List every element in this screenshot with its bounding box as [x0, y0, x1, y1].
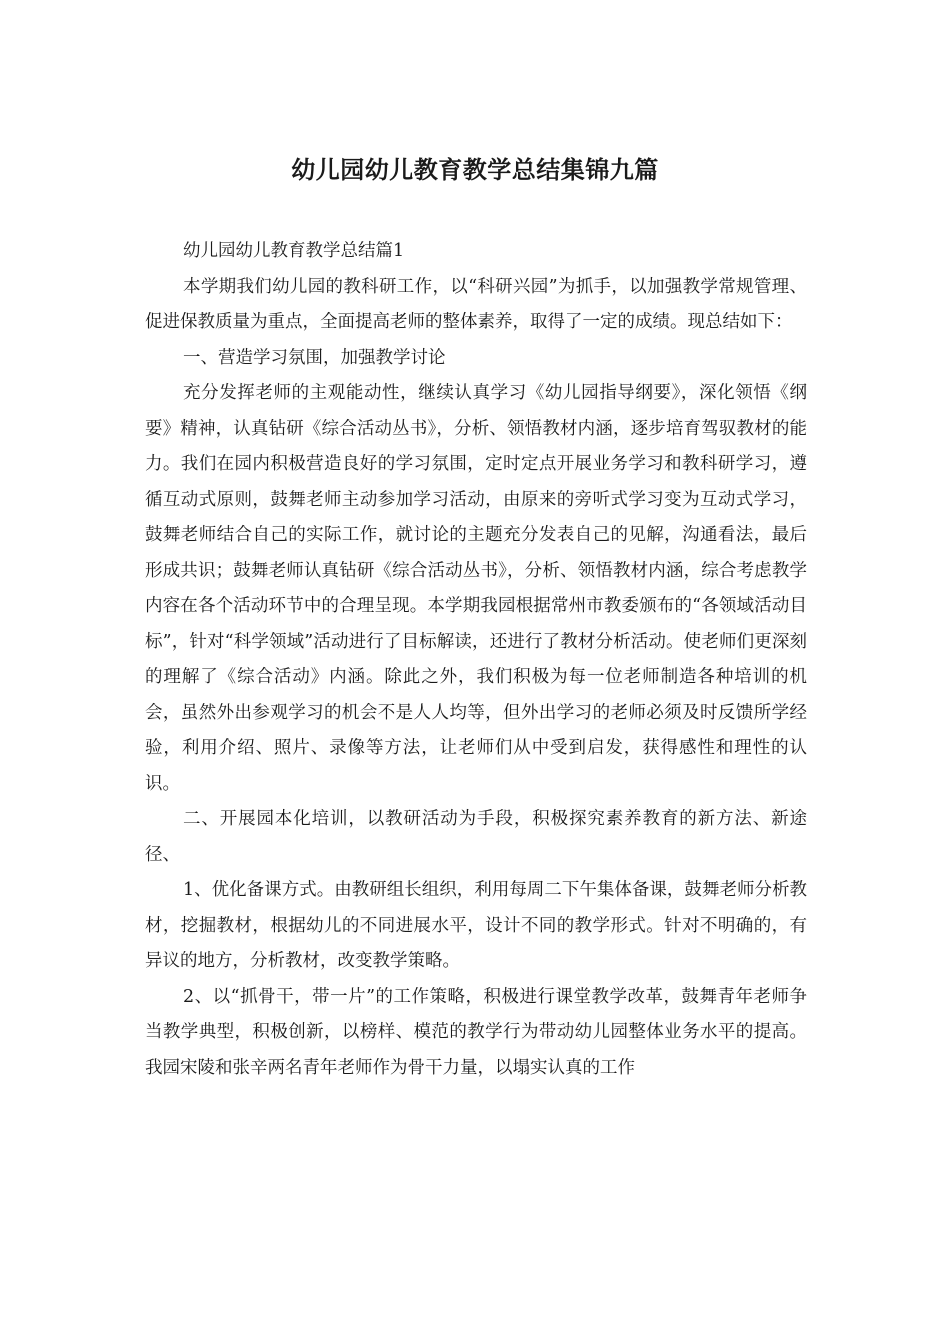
paragraph: 充分发挥老师的主观能动性，继续认真学习《幼儿园指导纲要》，深化领悟《纲要》精神，认真钻研《综合活动丛书》，分析、领悟教材内涵，逐步培育驾驭教材的能力。我们在园内积极营造良好的学习氛围，定时定点开展业务学习和教科研学习，遵循互动式原则，鼓舞老师主动参加学习活动，由原来的旁听式学习变为互动式学习，鼓舞老师结合自己的实际工作，就讨论的主题充分发表自己的见解，沟通看法，最后形成共识；鼓舞老师认真钻研《综合活动丛书》，分析、领悟教材内涵，综合考虑教学内容在各个活动环节中的合理呈现。本学期我园根据常州市教委颁布的“各领域活动目标”，针对“科学领域”活动进行了目标解读，还进行了教材分析活动。使老师们更深刻的理解了《综合活动》内涵。除此之外，我们积极为每一位老师制造各种培训的机会，虽然外出参观学习的机会不是人人均等，但外出学习的老师必须及时反馈所学经验，利用介绍、照片、录像等方法，让老师们从中受到启发，获得感性和理性的认识。	[145, 383, 807, 794]
section-heading: 二、开展园本化培训，以教研活动为手段，积极探究素养教育的新方法、新途径、	[145, 809, 807, 865]
paragraph: 2、以“抓骨干，带一片”的工作策略，积极进行课堂教学改革，鼓舞青年老师争当教学典型，积极创新，以榜样、模范的教学行为带动幼儿园整体业务水平的提高。我园宋陵和张辛两名青年老师作为骨干力量，以塌实认真的工作	[145, 986, 807, 1078]
paragraph: 1、优化备课方式。由教研组长组织，利用每周二下午集体备课，鼓舞老师分析教材，挖掘教材，根据幼儿的不同进展水平，设计不同的教学形式。针对不明确的，有异议的地方，分析教材，改变教学策略。	[145, 880, 807, 971]
document-body	[145, 234, 807, 1086]
section-heading: 幼儿园幼儿教育教学总结篇1	[183, 241, 405, 261]
section-heading: 一、营造学习氛围，加强教学讨论	[183, 347, 446, 368]
paragraph: 本学期我们幼儿园的教科研工作，以“科研兴园”为抓手，以加强教学常规管理、促进保教质量为重点，全面提高老师的整体素养，取得了一定的成绩。现总结如下：	[145, 276, 807, 332]
document-title: 幼儿园幼儿教育教学总结集锦九篇	[291, 156, 659, 184]
